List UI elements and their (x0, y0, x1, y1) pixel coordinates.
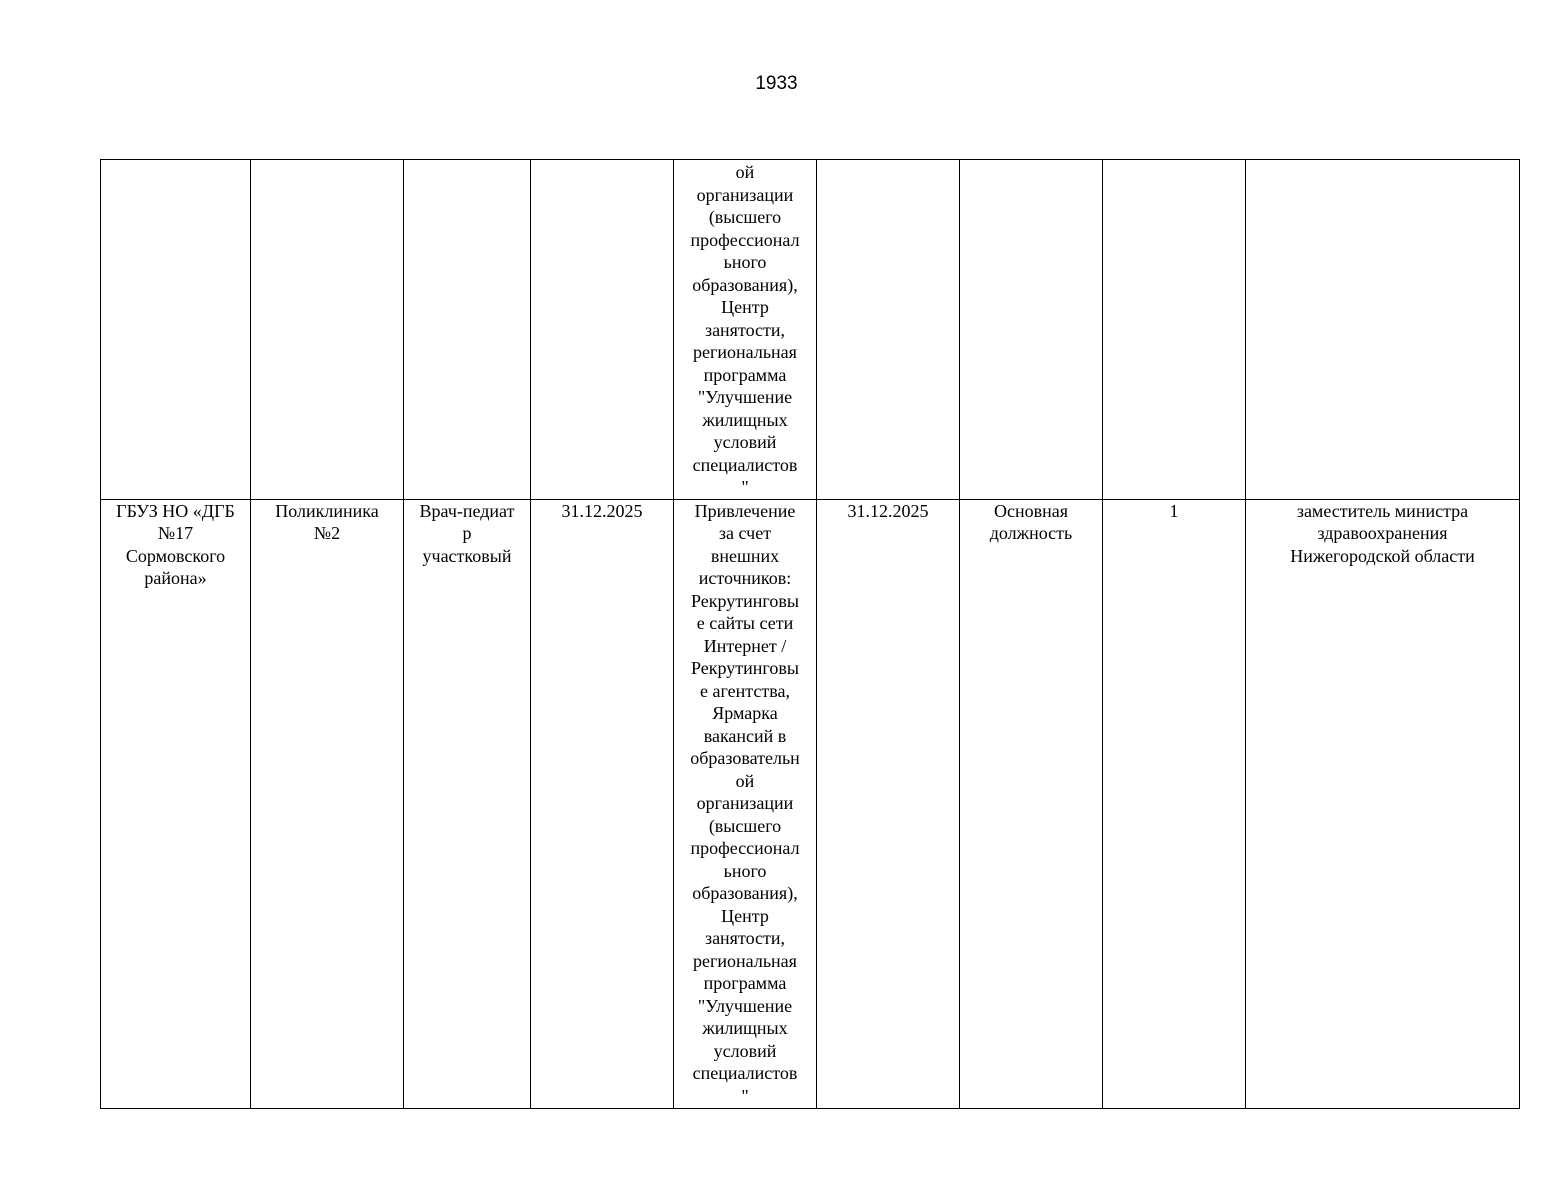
text-line: Центр (721, 905, 769, 926)
text-line: должность (989, 523, 1073, 543)
text-line: Нижегородской области (1290, 545, 1475, 566)
text-line: ГБУЗ НО «ДГБ (116, 500, 235, 521)
text-line: региональная (693, 950, 797, 971)
cell-count (1103, 499, 1246, 1108)
cell-employment-type-empty (960, 160, 1103, 500)
text-line: р (462, 523, 472, 543)
text-line: внешних (710, 545, 780, 566)
cell-measures-continued (674, 160, 817, 500)
text-line: Сормовского (125, 545, 226, 566)
text-line: " (741, 1085, 749, 1106)
cell-date-start (531, 499, 674, 1108)
text-line: программа (703, 973, 787, 993)
text-line: Интернет / (703, 635, 787, 656)
text-line: ьного (723, 860, 767, 881)
text-line: №17 (157, 523, 194, 543)
text-line: 1 (1169, 500, 1179, 521)
cell-responsible (1246, 499, 1520, 1108)
text-line: источников: (698, 568, 792, 588)
staffing-table (100, 159, 1520, 1109)
cell-count-empty (1103, 160, 1246, 500)
text-line: профессионал (690, 838, 800, 858)
cell-organization-empty (101, 160, 251, 500)
text-line: условий (713, 432, 777, 452)
text-line: здравоохранения (1317, 523, 1448, 543)
text-line: ой (735, 770, 755, 791)
cell-organization (101, 499, 251, 1108)
table-row-continuation (101, 160, 1520, 500)
text-line: " (741, 477, 749, 497)
text-line: Поликлиника (275, 500, 379, 521)
text-line: организации (696, 184, 794, 205)
table-row (101, 499, 1520, 1108)
text-line: ой (735, 162, 755, 182)
text-line: за счет (718, 523, 772, 543)
cell-employment-type (960, 499, 1103, 1108)
text-line: образования), (692, 883, 798, 903)
text-line: участковый (422, 545, 512, 566)
cell-date-end (817, 499, 960, 1108)
text-line: заместитель министра (1296, 500, 1469, 521)
text-line: Основная (993, 500, 1069, 521)
text-line: 31.12.2025 (847, 500, 929, 521)
text-line: жилищных (702, 1018, 788, 1038)
text-line: специалистов (692, 1063, 798, 1083)
text-line: 31.12.2025 (561, 500, 643, 521)
cell-department-empty (251, 160, 404, 500)
text-line: №2 (313, 523, 341, 543)
text-line: условий (713, 1040, 777, 1061)
cell-date-start-empty (531, 160, 674, 500)
text-line: Рекрутинговы (691, 590, 799, 611)
text-line: (высшего (708, 815, 782, 836)
page-number: 1933 (755, 73, 798, 94)
text-line: программа (703, 364, 787, 385)
text-line: профессионал (690, 229, 800, 250)
text-line: вакансий в (703, 725, 787, 746)
text-line: специалистов (692, 454, 798, 475)
text-line: региональная (693, 342, 797, 362)
text-line: "Улучшение (697, 387, 793, 407)
text-line: жилищных (702, 409, 788, 430)
text-line: (высшего (708, 207, 782, 227)
cell-department (251, 499, 404, 1108)
text-line: района» (144, 568, 207, 588)
text-line: Врач-педиат (419, 500, 515, 521)
cell-position (404, 499, 531, 1108)
text-line: образования), (692, 274, 798, 295)
text-line: Ярмарка (712, 703, 778, 723)
cell-date-end-empty (817, 160, 960, 500)
text-line: Центр (721, 297, 769, 317)
text-line: занятости, (704, 928, 786, 948)
text-line: Рекрутинговы (691, 658, 799, 678)
text-line: образовательн (690, 748, 800, 768)
text-line: занятости, (704, 319, 786, 340)
cell-responsible-empty (1246, 160, 1520, 500)
cell-measures (674, 499, 817, 1108)
text-line: "Улучшение (697, 995, 793, 1016)
text-line: ьного (723, 252, 767, 272)
text-line: е сайты сети (696, 613, 794, 633)
text-line: е агентства, (700, 680, 790, 701)
cell-position-empty (404, 160, 531, 500)
text-line: организации (696, 793, 794, 813)
text-line: Привлечение (694, 500, 796, 521)
